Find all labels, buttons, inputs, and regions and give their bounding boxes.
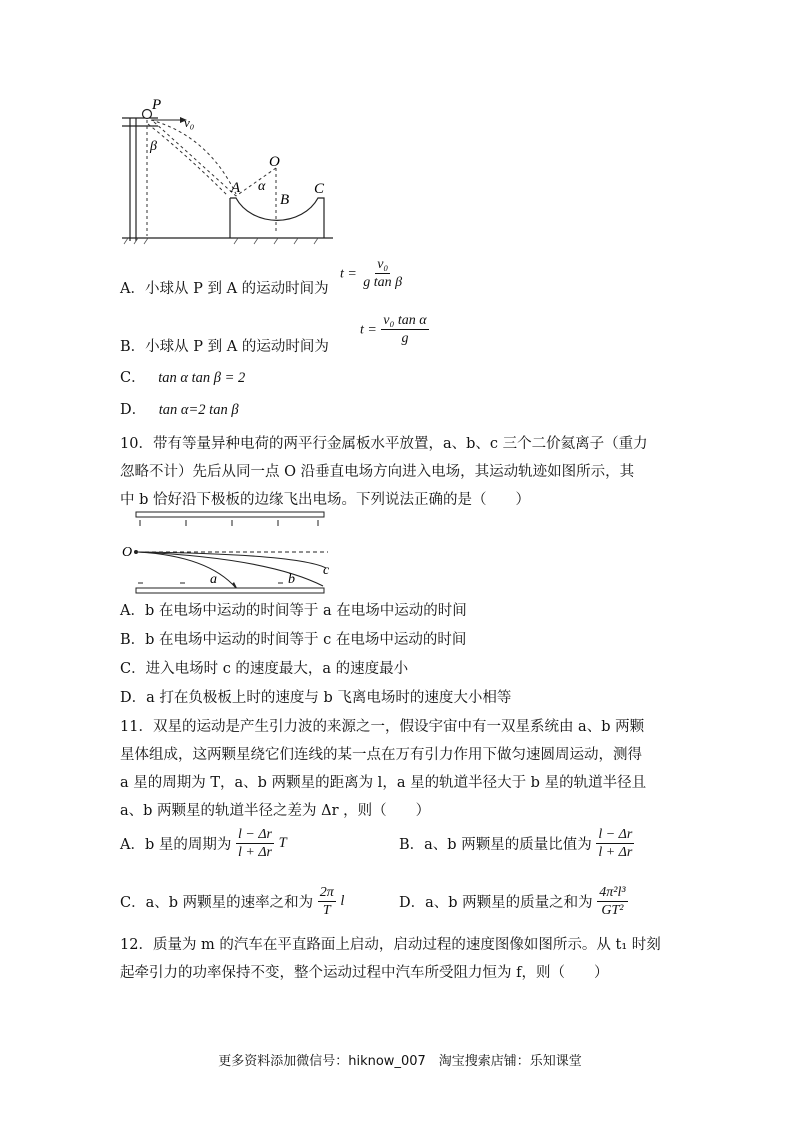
q10-stem-line3: 中 b 恰好沿下极板的边缘飞出电场。下列说法正确的是（ ） <box>120 492 530 508</box>
label-c: c <box>323 563 330 578</box>
q11-d-den: GT² <box>601 903 624 918</box>
label-A: A <box>231 180 241 196</box>
label-beta: β <box>150 139 157 154</box>
q9-b-num: v₀ tan α <box>383 313 427 328</box>
q11-c-tail: l <box>340 893 345 909</box>
q9-b-letter: B． <box>120 339 146 355</box>
q10-option-d: D．a 打在负极板上时的速度与 b 飞离电场时的速度大小相等 <box>120 690 512 706</box>
q9-option-c <box>120 368 245 388</box>
q11-b-den: l + Δr <box>598 845 633 860</box>
label-B: B <box>280 192 290 208</box>
q9-b-lhs: t = <box>360 322 377 338</box>
label-O2: O <box>122 545 133 560</box>
label-a: a <box>210 572 217 587</box>
q12-stem-line2: 起牵引力的功率保持不变，整个运动过程中汽车所受阻力恒为 f，则（ ） <box>120 965 609 981</box>
q11-b-num: l − Δr <box>598 827 633 842</box>
q11-stem-line3: a 星的周期为 T，a、b 两颗星的距离为 l，a 星的轨道半径大于 b 星的轨道半径且 <box>120 775 647 791</box>
q11-stem-line2: 星体组成，这两颗星绕它们连线的某一点在万有引力作用下做匀速圆周运动，测得 <box>120 747 642 763</box>
q11-c-den: T <box>322 903 331 918</box>
q11-a-text: A．b 星的周期为 <box>120 837 232 853</box>
label-O: O <box>269 154 280 170</box>
q11-option-d <box>399 884 628 919</box>
q11-stem-line1: 11．双星的运动是产生引力波的来源之一，假设宇宙中有一双星系统由 a、b 两颗 <box>120 719 645 735</box>
q10-option-b: B．b 在电场中运动的时间等于 c 在电场中运动的时间 <box>120 632 467 648</box>
label-P: P <box>152 97 162 113</box>
parallel-plates-figure <box>118 508 338 596</box>
q11-stem-line4: a、b 两颗星的轨道半径之差为 Δr ，则（ ） <box>120 803 431 819</box>
q10-option-a: A．b 在电场中运动的时间等于 a 在电场中运动的时间 <box>120 603 467 619</box>
q10-stem-line2: 忽略不计）先后从同一点 O 沿垂直电场方向进入电场，其运动轨迹如图所示，其 <box>120 464 635 480</box>
q9-option-d <box>120 400 239 420</box>
q9-c-formula: tan α tan β = 2 <box>158 370 246 386</box>
q9-c-letter: C． <box>120 370 146 386</box>
q11-c-text: C．a、b 两颗星的速率之和为 <box>120 895 314 911</box>
q11-a-tail: T <box>278 835 287 851</box>
q11-option-a <box>120 826 287 861</box>
q9-a-lhs: t = <box>340 266 357 282</box>
projectile-figure <box>118 96 333 246</box>
q11-option-b <box>399 826 634 861</box>
q11-a-num: l − Δr <box>237 827 272 842</box>
q9-option-a <box>120 279 329 299</box>
label-C: C <box>314 181 325 197</box>
page-footer: 更多资料添加微信号：hiknow_007 淘宝搜索店铺：乐知课堂 <box>218 1054 582 1069</box>
q9-a-text: 小球从 P 到 A 的运动时间为 <box>144 281 329 297</box>
q11-d-num: 4π²l³ <box>599 885 626 900</box>
q10-stem-line1: 10．带有等量异种电荷的两平行金属板水平放置，a、b、c 三个二价氦离子（重力 <box>120 436 648 452</box>
q11-c-num: 2π <box>319 885 334 900</box>
q9-a-formula <box>340 256 404 291</box>
q11-a-den: l + Δr <box>237 845 272 860</box>
label-alpha: α <box>258 179 266 194</box>
q11-d-text: D．a、b 两颗星的质量之和为 <box>399 895 593 911</box>
label-b: b <box>288 572 295 587</box>
label-v0: v₀ <box>184 115 195 130</box>
q9-d-formula: tan α=2 tan β <box>158 402 239 418</box>
q10-option-c: C．进入电场时 c 的速度最大，a 的速度最小 <box>120 661 409 677</box>
q11-option-c <box>120 884 344 919</box>
q9-a-letter: A． <box>120 281 145 297</box>
q11-b-text: B．a、b 两颗星的质量比值为 <box>399 837 592 853</box>
q9-a-den: g tan β <box>363 275 403 290</box>
q12-stem-line1: 12．质量为 m 的汽车在平直路面上启动，启动过程的速度图像如图所示。从 t₁ 时刻 <box>120 937 661 953</box>
q9-d-letter: D． <box>120 402 147 418</box>
q9-a-num: v₀ <box>377 257 389 272</box>
q9-b-text: 小球从 P 到 A 的运动时间为 <box>145 339 329 355</box>
q9-b-formula <box>360 312 429 347</box>
q9-option-b <box>120 337 329 357</box>
q9-b-den: g <box>401 331 409 346</box>
